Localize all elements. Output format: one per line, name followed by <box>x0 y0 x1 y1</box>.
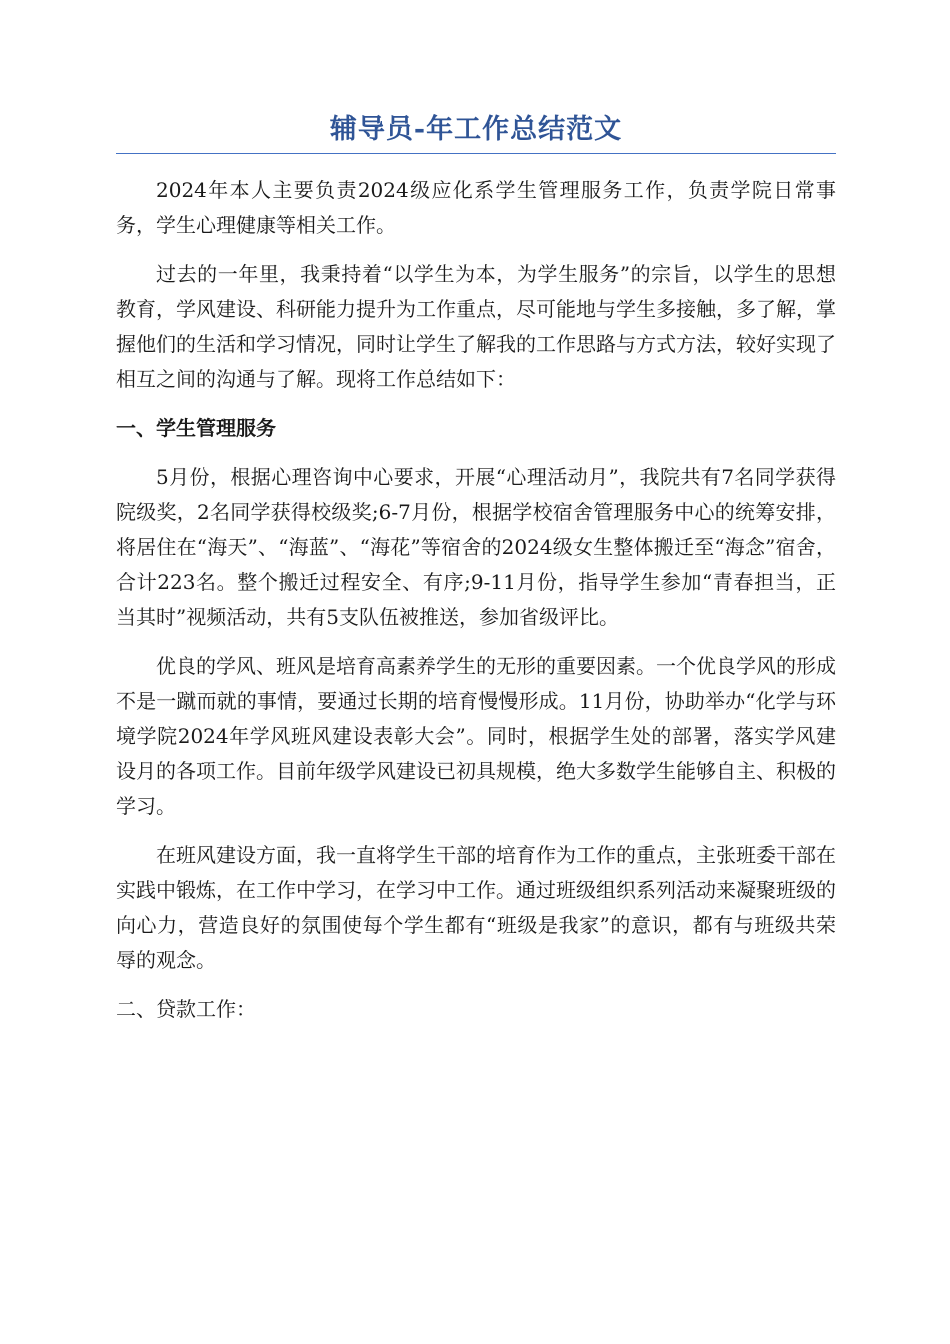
section1-paragraph: 5月份，根据心理咨询中心要求，开展“心理活动月”，我院共有7名同学获得院级奖，2名同学获得校级奖;6-7月份，根据学校宿舍管理服务中心的统筹安排，将居住在“海天”、“海蓝”、“海花”等宿舍的2024级女生整体搬迁至“海念”宿舍，合计223名。整个搬迁过程安全、有序;9-11月份，指导学生参加“青春担当，正当其时”视频活动，共有5支队伍被推送，参加省级评比。 <box>116 465 836 629</box>
section-heading-loan-work: 二、贷款工作： <box>116 997 256 1021</box>
intro-paragraph: 2024年本人主要负责2024级应化系学生管理服务工作，负责学院日常事务，学生心理健康等相关工作。 <box>116 178 836 237</box>
overview-paragraph: 过去的一年里，我秉持着“以学生为本，为学生服务”的宗旨，以学生的思想教育，学风建设、科研能力提升为工作重点，尽可能地与学生多接触，多了解，掌握他们的生活和学习情况，同时让学生了解我的工作思路与方式方法，较好实现了相互之间的沟通与了解。现将工作总结如下： <box>116 262 836 391</box>
section1-paragraph: 优良的学风、班风是培育高素养学生的无形的重要因素。一个优良学风的形成不是一蹴而就的事情，要通过长期的培育慢慢形成。11月份，协助举办“化学与环境学院2024年学风班风建设表彰大会”。同时，根据学生处的部署，落实学风建设月的各项工作。目前年级学风建设已初具规模，绝大多数学生能够自主、积极的学习。 <box>116 654 836 818</box>
section1-paragraph: 在班风建设方面，我一直将学生干部的培育作为工作的重点，主张班委干部在实践中锻炼，在工作中学习，在学习中工作。通过班级组织系列活动来凝聚班级的向心力，营造良好的氛围使每个学生都有“班级是我家”的意识，都有与班级共荣辱的观念。 <box>116 843 836 972</box>
document-title: 辅导员-年工作总结范文 <box>329 114 623 145</box>
section-heading-student-management: 一、学生管理服务 <box>116 416 276 440</box>
title-underline <box>116 153 836 154</box>
document-page <box>116 108 836 1041</box>
